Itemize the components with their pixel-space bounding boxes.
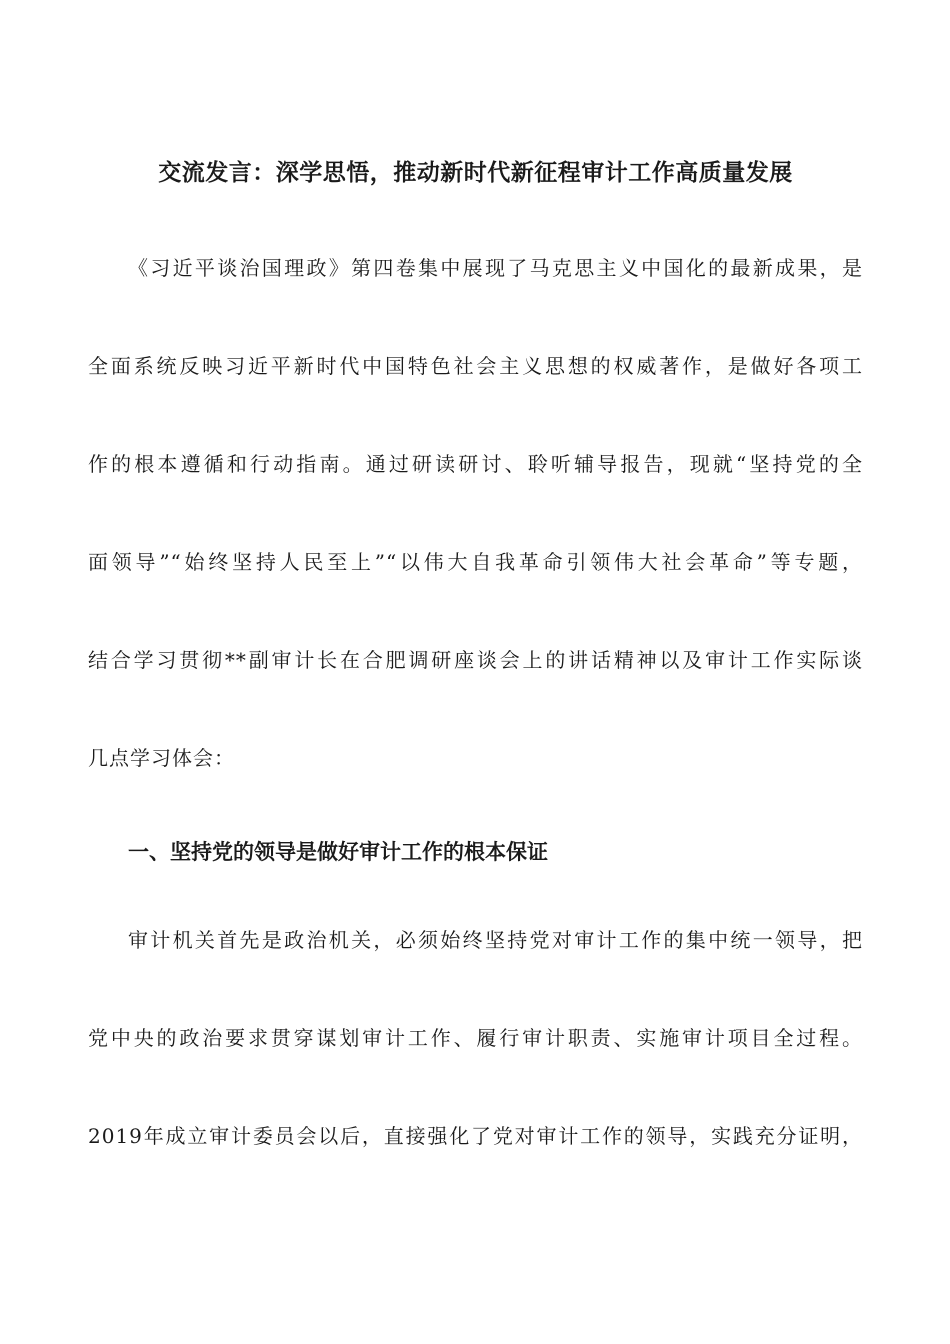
paragraph-line: 几点学习体会： [88, 746, 235, 770]
paragraph-line: 结合学习贯彻**副审计长在合肥调研座谈会上的讲话精神以及审计工作实际谈 [88, 648, 863, 672]
paragraph-line: 审计机关首先是政治机关，必须始终坚持党对审计工作的集中统一领导，把 [128, 928, 863, 952]
paragraph-line: 《习近平谈治国理政》第四卷集中展现了马克思主义中国化的最新成果，是 [128, 256, 863, 280]
section-heading: 一、坚持党的领导是做好审计工作的根本保证 [128, 840, 548, 864]
paragraph-line: 党中央的政治要求贯穿谋划审计工作、履行审计职责、实施审计项目全过程。 [88, 1026, 863, 1050]
document-title: 交流发言：深学思悟，推动新时代新征程审计工作高质量发展 [158, 160, 793, 186]
paragraph-line: 全面系统反映习近平新时代中国特色社会主义思想的权威著作，是做好各项工 [88, 354, 863, 378]
paragraph-line: 作的根本遵循和行动指南。通过研读研讨、聆听辅导报告，现就“坚持党的全 [88, 452, 863, 476]
paragraph-line: 2019年成立审计委员会以后，直接强化了党对审计工作的领导，实践充分证明， [88, 1124, 863, 1148]
paragraph-line: 面领导”“始终坚持人民至上”“以伟大自我革命引领伟大社会革命”等专题， [88, 550, 863, 574]
